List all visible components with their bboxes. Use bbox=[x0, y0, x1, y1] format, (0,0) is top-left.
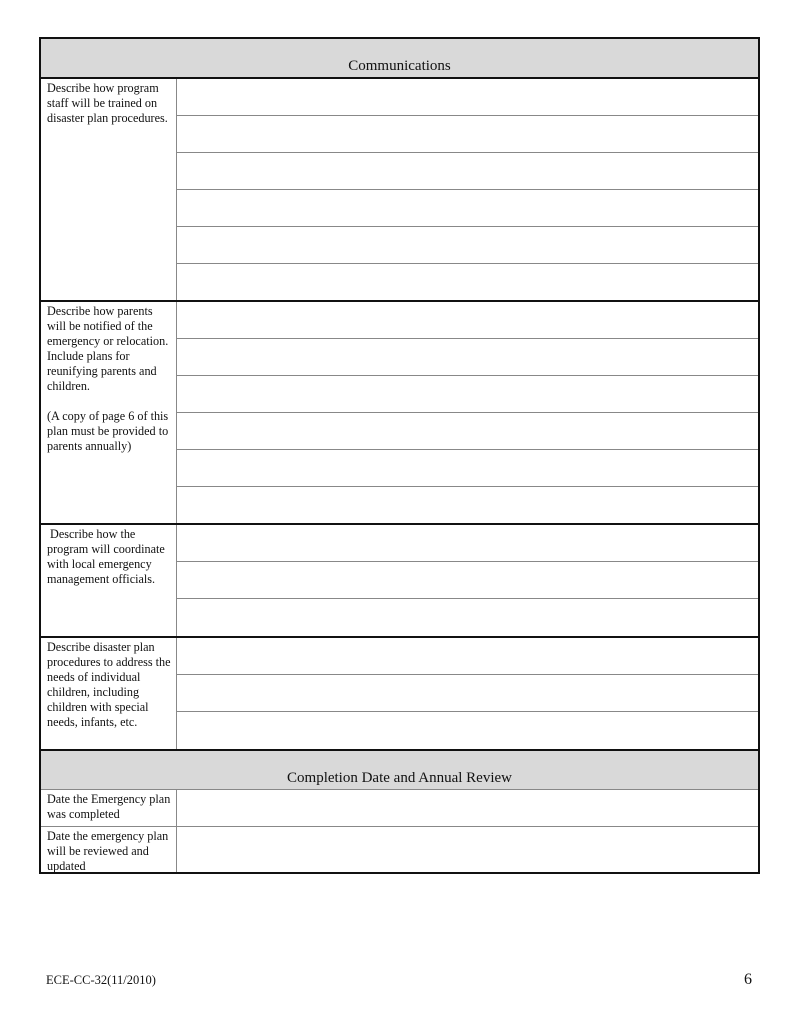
answer-line[interactable] bbox=[177, 525, 758, 562]
completion-date-row bbox=[41, 790, 758, 827]
answer-line[interactable] bbox=[177, 302, 758, 339]
answer-line[interactable] bbox=[177, 450, 758, 487]
coordination-row bbox=[41, 525, 758, 638]
staff-training-row bbox=[41, 79, 758, 302]
parent-notification-row bbox=[41, 302, 758, 525]
completion-title: Completion Date and Annual Review bbox=[287, 770, 512, 786]
emergency-plan-table bbox=[39, 37, 760, 874]
answer-line[interactable] bbox=[177, 153, 758, 190]
answer-line[interactable] bbox=[177, 339, 758, 376]
label-text: Describe disaster plan procedures to address the needs of individual children, including children with special needs, infants, etc. bbox=[47, 640, 171, 729]
individual-needs-label bbox=[41, 638, 177, 749]
answer-line[interactable] bbox=[177, 116, 758, 153]
page-number: 6 bbox=[744, 971, 752, 988]
label-text: Describe how the program will coordinate with local emergency management officials. bbox=[47, 527, 168, 586]
review-date-row bbox=[41, 827, 758, 872]
parent-notification-label bbox=[41, 302, 177, 523]
answer-line[interactable] bbox=[177, 712, 758, 749]
answer-line[interactable] bbox=[177, 79, 758, 116]
review-date-field[interactable] bbox=[177, 827, 758, 872]
label-text: Describe how parents will be notified of the emergency or relocation. Include plans for reunifying parents and children. bbox=[47, 304, 169, 393]
answer-line[interactable] bbox=[177, 413, 758, 450]
answer-line[interactable] bbox=[177, 376, 758, 413]
completion-date-label bbox=[41, 790, 177, 826]
answer-line[interactable] bbox=[177, 562, 758, 599]
label-text: Describe how program staff will be trained on disaster plan procedures. bbox=[47, 81, 168, 125]
staff-training-answer[interactable] bbox=[177, 79, 758, 300]
completion-header bbox=[41, 751, 758, 790]
answer-line[interactable] bbox=[177, 599, 758, 636]
label-text: Date the emergency plan will be reviewed and updated bbox=[47, 829, 169, 873]
label-text: Date the Emergency plan was completed bbox=[47, 792, 171, 821]
answer-line[interactable] bbox=[177, 264, 758, 300]
communications-title: Communications bbox=[348, 58, 451, 74]
coordination-answer[interactable] bbox=[177, 525, 758, 636]
answer-line[interactable] bbox=[177, 638, 758, 675]
review-date-label bbox=[41, 827, 177, 872]
answer-line[interactable] bbox=[177, 190, 758, 227]
completion-date-field[interactable] bbox=[177, 790, 758, 826]
answer-line[interactable] bbox=[177, 675, 758, 712]
answer-line[interactable] bbox=[177, 487, 758, 523]
staff-training-label bbox=[41, 79, 177, 300]
individual-needs-row bbox=[41, 638, 758, 751]
communications-header bbox=[41, 39, 758, 79]
individual-needs-answer[interactable] bbox=[177, 638, 758, 749]
label-note: (A copy of page 6 of this plan must be provided to parents annually) bbox=[47, 409, 169, 453]
form-code: ECE-CC-32(11/2010) bbox=[46, 973, 156, 987]
parent-notification-answer[interactable] bbox=[177, 302, 758, 523]
coordination-label bbox=[41, 525, 177, 636]
answer-line[interactable] bbox=[177, 227, 758, 264]
